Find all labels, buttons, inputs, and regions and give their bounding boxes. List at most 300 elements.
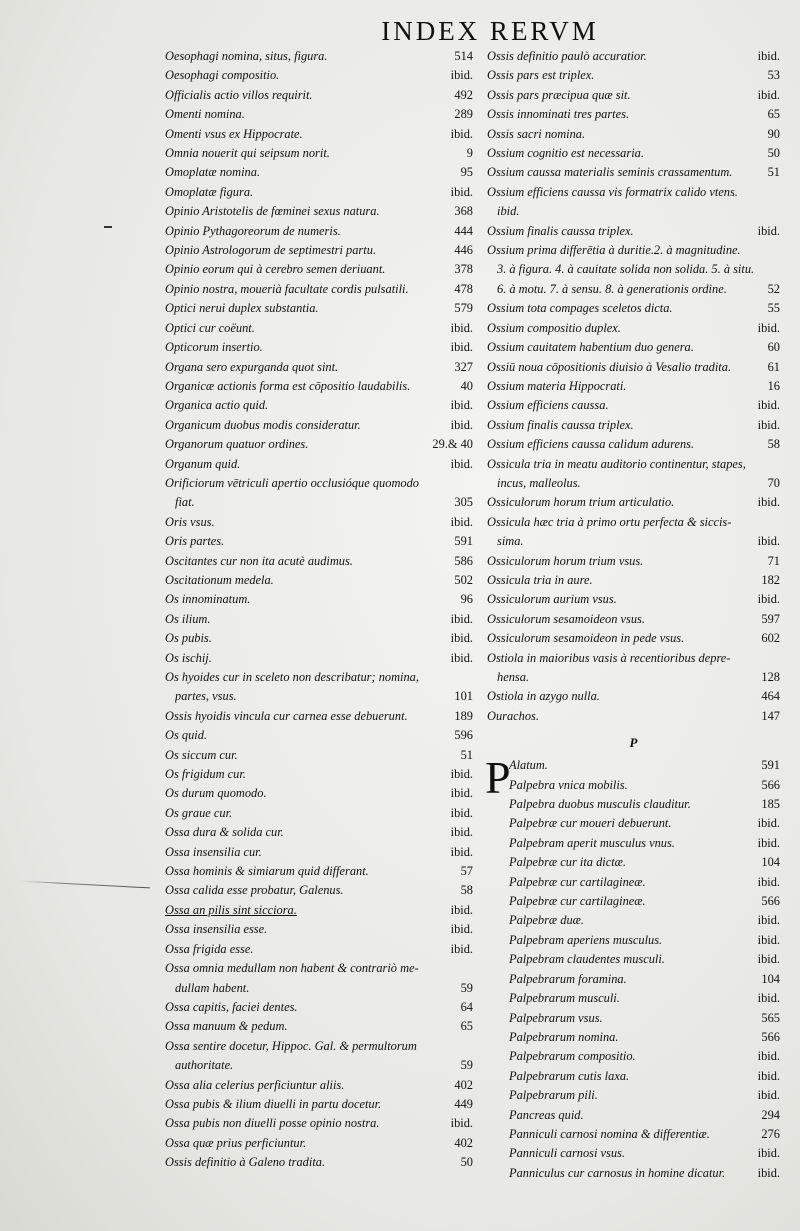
index-entry	[487, 1047, 780, 1066]
index-entry	[487, 1144, 780, 1163]
entry-text: Organum quid.	[165, 456, 241, 471]
index-entry	[165, 959, 473, 978]
entry-text: Oris vsus.	[165, 514, 215, 529]
entry-page-number: ibid.	[450, 611, 473, 626]
entry-page-number: 128	[761, 670, 780, 684]
entry-text: Palpebræ cur moueri debuerunt.	[509, 816, 672, 831]
entry-text: Palpebram claudentes musculi.	[509, 952, 665, 967]
entry-text: Ossiculorum sesamoideon in pede vsus.	[487, 631, 685, 646]
index-entry	[487, 571, 780, 590]
entry-page-number: 51	[767, 165, 780, 180]
entry-page-number: 90	[767, 126, 780, 141]
index-entry	[487, 86, 780, 105]
index-entry	[165, 416, 473, 435]
entry-page-number: ibid.	[757, 816, 780, 831]
index-entry	[165, 1037, 473, 1056]
entry-page-number: 591	[454, 534, 473, 549]
entry-page-number: ibid.	[757, 592, 780, 607]
page-header: INDEX RERVM	[381, 16, 599, 46]
entry-text: Panniculi carnosi nomina & differentiæ.	[509, 1126, 710, 1141]
entry-page-number: 53	[767, 68, 780, 83]
entry-text: Palpebrarum nomina.	[509, 1029, 619, 1044]
index-entry	[487, 814, 780, 833]
index-entry	[487, 950, 780, 969]
index-entry	[487, 474, 780, 493]
index-entry	[165, 1076, 473, 1095]
index-entry	[165, 105, 473, 124]
index-entry	[165, 668, 473, 687]
entry-page-number: 65	[460, 1019, 473, 1034]
entry-text: Os ilium.	[165, 611, 211, 626]
entry-page-number: ibid.	[757, 1049, 780, 1064]
entry-page-number: 104	[761, 855, 780, 870]
entry-text: Ossa insensilia cur.	[165, 844, 262, 859]
entry-text: Panniculi carnosi vsus.	[509, 1146, 625, 1161]
entry-text: Ossa omnia medullam non habent & contrariò me-	[165, 961, 419, 976]
index-entry	[165, 920, 473, 939]
entry-page-number: ibid.	[757, 398, 780, 413]
entry-page-number: ibid.	[757, 1165, 780, 1180]
index-entry	[487, 1164, 780, 1183]
entry-page-number: 402	[454, 1077, 473, 1092]
entry-page-number: 57	[460, 864, 473, 879]
entry-text: Ossium caussa materialis seminis crassamentum.	[487, 165, 733, 180]
entry-text: Oesophagi nomina, situs, figura.	[165, 49, 328, 63]
entry-page-number: ibid.	[757, 320, 780, 335]
entry-text: Ossa sentire docetur, Hippoc. Gal. & permultorum	[165, 1038, 417, 1053]
entry-text: Os innominatum.	[165, 592, 251, 607]
entry-text: Ossium efficiens caussa.	[487, 398, 609, 413]
index-entry	[487, 163, 780, 182]
index-entry	[487, 222, 780, 241]
entry-page-number: ibid.	[450, 825, 473, 840]
entry-text: Organica actio quid.	[165, 398, 269, 413]
index-entry	[487, 260, 780, 279]
index-entry	[487, 795, 780, 814]
entry-text: Os graue cur.	[165, 805, 233, 820]
entry-text: Palpebra vnica mobilis.	[509, 777, 628, 792]
index-entry	[487, 183, 780, 202]
entry-text: Opinio Pythagoreorum de numeris.	[165, 223, 341, 238]
entry-page-number: 96	[460, 592, 473, 607]
index-entry	[165, 746, 473, 765]
entry-text: Palpebrarum compositio.	[509, 1049, 636, 1064]
entry-page-number: ibid.	[757, 87, 780, 102]
entry-page-number: 61	[767, 359, 780, 374]
index-entry	[165, 707, 473, 726]
entry-page-number: 71	[767, 553, 780, 568]
entry-text: Palpebram aperit musculus vnus.	[509, 835, 675, 850]
index-entry	[487, 455, 780, 474]
entry-text: Ossa dura & solida cur.	[165, 825, 284, 840]
index-entry	[165, 1114, 473, 1133]
entry-text: Omoplatæ nomina.	[165, 165, 260, 180]
entry-text: Oesophagi compositio.	[165, 68, 280, 83]
index-entry	[487, 776, 780, 795]
entry-page-number: 50	[460, 1155, 473, 1170]
entry-page-number: ibid.	[450, 417, 473, 432]
entry-text: Ossium materia Hippocrati.	[487, 378, 627, 393]
entry-page-number: 289	[454, 107, 473, 122]
entry-text: Optici cur coëunt.	[165, 320, 255, 335]
index-entry	[487, 590, 780, 609]
entry-text: Ossis pars est triplex.	[487, 68, 595, 83]
index-entry	[165, 144, 473, 163]
entry-page-number: 444	[454, 223, 473, 238]
entry-text: Opinio nostra, mouerià facultate cordis pulsatili.	[165, 281, 409, 296]
index-entry	[487, 892, 780, 911]
index-entry	[165, 862, 473, 881]
index-entry	[165, 338, 473, 357]
index-entry	[165, 396, 473, 415]
entry-text: Palpebra duobus musculis clauditur.	[509, 797, 691, 812]
entry-text: dullam habent.	[175, 980, 250, 995]
entry-page-number: 446	[454, 243, 473, 258]
entry-text: Ossicula tria in aure.	[487, 572, 593, 587]
entry-page-number: 566	[761, 1029, 780, 1044]
entry-page-number: ibid.	[450, 514, 473, 529]
entry-text: Ossiculorum horum trium vsus.	[487, 553, 644, 568]
entry-page-number: 514	[454, 49, 473, 63]
entry-text: Palpebrarum pili.	[509, 1088, 598, 1103]
index-entry	[487, 241, 780, 260]
entry-page-number: 182	[761, 572, 780, 587]
entry-page-number: 104	[761, 971, 780, 986]
entry-text: Ossa hominis & simiarum quid differant.	[165, 864, 369, 879]
entry-text: Ossiū noua cōpositionis diuisio à Vesalio tradita.	[487, 359, 732, 374]
index-entry	[165, 163, 473, 182]
entry-page-number: 59	[460, 1058, 473, 1073]
index-entry	[487, 299, 780, 318]
entry-page-number: ibid.	[757, 223, 780, 238]
entry-text: Palpebræ duæ.	[509, 913, 585, 928]
index-entry	[487, 1125, 780, 1144]
entry-page-number: ibid.	[757, 1146, 780, 1161]
entry-page-number: 51	[460, 747, 473, 762]
entry-text: partes, vsus.	[175, 689, 237, 704]
entry-page-number: ibid.	[450, 398, 473, 413]
index-entry	[487, 756, 780, 775]
entry-text: Os durum quomodo.	[165, 786, 267, 801]
entry-text: Alatum.	[509, 758, 548, 773]
index-entry	[487, 610, 780, 629]
index-entry	[165, 183, 473, 202]
entry-text: Palpebrarum vsus.	[509, 1010, 603, 1025]
entry-text: Os pubis.	[165, 631, 212, 646]
right-index-column	[487, 47, 780, 1183]
index-entry	[165, 513, 473, 532]
entry-page-number: ibid.	[757, 874, 780, 889]
entry-page-number: 65	[767, 107, 780, 122]
entry-page-number: ibid.	[450, 126, 473, 141]
index-entry	[487, 911, 780, 930]
entry-page-number: 586	[454, 553, 473, 568]
entry-text: Ossa manuum & pedum.	[165, 1019, 288, 1034]
entry-text: Ossium cauitatem habentium duo genera.	[487, 340, 694, 355]
entry-text: Opinio Aristotelis de fœminei sexus natura.	[165, 204, 380, 219]
entry-text: Palpebræ cur cartilagineæ.	[509, 894, 646, 909]
entry-page-number: ibid.	[757, 495, 780, 510]
entry-text: Ossa insensilia esse.	[165, 922, 268, 937]
drop-cap: P	[485, 752, 511, 804]
index-entry	[487, 202, 780, 221]
entry-page-number: 58	[767, 437, 780, 452]
entry-text: Ossa quæ prius perficiuntur.	[165, 1135, 307, 1150]
index-entry	[165, 687, 473, 706]
index-entry	[487, 396, 780, 415]
index-entry	[165, 1056, 473, 1075]
o-entries	[487, 47, 780, 726]
index-entry	[165, 1153, 473, 1172]
entry-page-number: 378	[454, 262, 473, 277]
margin-pen-stroke	[20, 881, 150, 889]
index-entry	[165, 649, 473, 668]
index-entry	[165, 571, 473, 590]
entry-text: Palpebræ cur ita dictæ.	[509, 855, 627, 870]
entry-text: Ossium efficiens caussa calidum adurens.	[487, 437, 695, 452]
entry-page-number: ibid.	[450, 1116, 473, 1131]
index-entry	[165, 765, 473, 784]
margin-mark	[104, 226, 112, 228]
entry-text: Pancreas quid.	[509, 1107, 584, 1122]
entry-text: Ossis definitio à Galeno tradita.	[165, 1155, 326, 1170]
entry-text: Orificiorum vētriculi apertio occlusióque quomodo	[165, 475, 419, 490]
entry-page-number: ibid.	[450, 456, 473, 471]
entry-text: authoritate.	[175, 1058, 234, 1073]
p-entries	[485, 752, 780, 1183]
index-entry	[487, 416, 780, 435]
entry-text: Omenti vsus ex Hippocrate.	[165, 126, 303, 141]
entry-text: Opinio eorum qui à cerebro semen deriuant.	[165, 262, 386, 277]
entry-page-number: 502	[454, 572, 473, 587]
index-entry	[487, 629, 780, 648]
index-entry	[487, 513, 780, 532]
entry-text: Palpebrarum cutis laxa.	[509, 1068, 630, 1083]
entry-page-number: ibid.	[757, 952, 780, 967]
entry-page-number: ibid.	[450, 805, 473, 820]
index-entry	[165, 241, 473, 260]
entry-text: Palpebram aperiens musculus.	[509, 932, 663, 947]
entry-page-number: 566	[761, 777, 780, 792]
entry-text: Ossis sacri nomina.	[487, 126, 586, 141]
index-entry	[165, 532, 473, 551]
entry-text: Panniculus cur carnosus in homine dicatur.	[509, 1165, 726, 1180]
entry-page-number: 305	[454, 495, 473, 510]
entry-page-number: 602	[761, 631, 780, 646]
entry-page-number: ibid.	[757, 534, 780, 549]
entry-text: ibid.	[497, 204, 520, 219]
entry-text: Organorum quatuor ordines.	[165, 437, 309, 452]
entry-text: fiat.	[175, 495, 195, 510]
entry-text: Omoplatæ figura.	[165, 184, 254, 199]
entry-text: Palpebrarum musculi.	[509, 991, 620, 1006]
entry-page-number: ibid.	[757, 49, 780, 63]
entry-text: Ossis pars præcipua quæ sit.	[487, 87, 631, 102]
index-entry	[487, 144, 780, 163]
entry-page-number: 64	[460, 999, 473, 1014]
entry-page-number: 566	[761, 894, 780, 909]
entry-page-number: 16	[767, 378, 780, 393]
entry-text: Os frigidum cur.	[165, 767, 246, 782]
index-entry	[487, 552, 780, 571]
entry-text: Ossa alia celerius perficiuntur aliis.	[165, 1077, 345, 1092]
index-entry	[487, 853, 780, 872]
index-entry	[165, 804, 473, 823]
entry-page-number: 189	[454, 708, 473, 723]
entry-page-number: ibid.	[450, 767, 473, 782]
index-entry	[487, 687, 780, 706]
index-entry	[487, 1028, 780, 1047]
entry-text: Os siccum cur.	[165, 747, 238, 762]
entry-page-number: ibid.	[450, 650, 473, 665]
entry-page-number: 55	[767, 301, 780, 316]
entry-text: Ossicula tria in meatu auditorio continentur, stapes,	[487, 456, 746, 471]
left-index-column	[165, 47, 473, 1173]
entry-page-number: ibid.	[757, 1068, 780, 1083]
entry-text: Omenti nomina.	[165, 107, 245, 122]
entry-page-number: 58	[460, 883, 473, 898]
entry-text: Ossiculorum aurium vsus.	[487, 592, 617, 607]
index-entry	[487, 319, 780, 338]
entry-page-number: ibid.	[757, 913, 780, 928]
entry-page-number: 40	[460, 378, 473, 393]
index-entry	[487, 377, 780, 396]
entry-text: sima.	[497, 534, 524, 549]
entry-page-number: ibid.	[757, 835, 780, 850]
entry-text: Ostiola in maioribus vasis à recentioribus depre-	[487, 650, 731, 665]
entry-page-number: ibid.	[757, 932, 780, 947]
index-entry	[487, 47, 780, 66]
index-entry	[165, 299, 473, 318]
section-letter: P	[629, 735, 638, 751]
entry-text: Ossium cognitio est necessaria.	[487, 146, 644, 161]
index-entry	[165, 86, 473, 105]
index-entry	[165, 319, 473, 338]
index-entry	[165, 66, 473, 85]
entry-text: Ostiola in azygo nulla.	[487, 689, 600, 704]
entry-page-number: 478	[454, 281, 473, 296]
entry-text: Opinio Astrologorum de septimestri partu.	[165, 243, 376, 258]
index-entry	[165, 202, 473, 221]
entry-page-number: 597	[761, 611, 780, 626]
entry-page-number: ibid.	[450, 184, 473, 199]
entry-page-number: ibid.	[450, 902, 473, 917]
index-entry	[487, 873, 780, 892]
index-entry	[487, 358, 780, 377]
entry-text: incus, malleolus.	[497, 475, 581, 490]
p-section	[485, 752, 780, 1183]
index-entry	[165, 47, 473, 66]
entry-text: Organa sero expurganda quot sint.	[165, 359, 339, 374]
entry-text: Ossa capitis, faciei dentes.	[165, 999, 298, 1014]
entry-text: hensa.	[497, 670, 530, 684]
index-entry	[487, 493, 780, 512]
entry-text: Ossium tota compages sceletos dicta.	[487, 301, 673, 316]
index-entry	[487, 1086, 780, 1105]
index-entry	[165, 222, 473, 241]
entry-page-number: ibid.	[450, 631, 473, 646]
entry-text: Oris partes.	[165, 534, 225, 549]
entry-page-number: ibid.	[450, 68, 473, 83]
index-entry	[165, 474, 473, 493]
entry-text: Omnia nouerit qui seipsum norit.	[165, 146, 330, 161]
entry-text: Ossium finalis caussa triplex.	[487, 417, 634, 432]
entry-text: Os hyoides cur in sceleto non describatur; nomina,	[165, 670, 419, 684]
entry-page-number: 596	[454, 728, 473, 743]
entry-page-number: 492	[454, 87, 473, 102]
index-entry	[487, 338, 780, 357]
index-entry	[165, 901, 473, 920]
index-entry	[165, 629, 473, 648]
entry-page-number: 327	[454, 359, 473, 374]
index-entry	[487, 970, 780, 989]
entry-text: Ossa pubis & ilium diuelli in partu docetur.	[165, 1096, 382, 1111]
entry-page-number: 579	[454, 301, 473, 316]
entry-page-number: ibid.	[450, 941, 473, 956]
index-entry	[487, 931, 780, 950]
index-entry	[165, 455, 473, 474]
entry-page-number: 402	[454, 1135, 473, 1150]
index-entry	[165, 823, 473, 842]
index-entry	[165, 784, 473, 803]
index-entry	[487, 707, 780, 726]
index-entry	[165, 280, 473, 299]
index-entry	[487, 989, 780, 1008]
index-entry	[165, 843, 473, 862]
entry-text: Ourachos.	[487, 708, 539, 723]
index-entry	[165, 125, 473, 144]
entry-text: Organicæ actionis forma est cōpositio laudabilis.	[165, 378, 411, 393]
entry-text: 3. à figura. 4. à cauitate solida non solida. 5. à situ.	[497, 262, 755, 277]
entry-text: Ossis hyoidis vincula cur carnea esse debuerunt.	[165, 708, 408, 723]
entry-text: Ossium compositio duplex.	[487, 320, 621, 335]
entry-text: Ossa frigida esse.	[165, 941, 254, 956]
index-entry	[487, 435, 780, 454]
entry-text: Ossa pubis non diuelli posse opinio nostra.	[165, 1116, 380, 1131]
entry-text: Ossicula hæc tria à primo ortu perfecta & siccis-	[487, 514, 732, 529]
index-entry	[487, 532, 780, 551]
entry-text: Ossiculorum horum trium articulatio.	[487, 495, 675, 510]
entry-page-number: 276	[761, 1126, 780, 1141]
index-entry	[487, 649, 780, 668]
entry-text: Opticorum insertio.	[165, 340, 263, 355]
index-entry	[165, 1095, 473, 1114]
entry-page-number: ibid.	[450, 340, 473, 355]
index-entry	[487, 105, 780, 124]
index-entry	[487, 66, 780, 85]
index-entry	[165, 377, 473, 396]
entry-page-number: 185	[761, 797, 780, 812]
index-entry	[165, 590, 473, 609]
index-entry	[165, 435, 473, 454]
entry-page-number: 101	[454, 689, 473, 704]
entry-text: Ossium prima differētia à duritie.2. à magnitudine.	[487, 243, 741, 258]
index-entry	[165, 726, 473, 745]
index-entry	[487, 1009, 780, 1028]
entry-page-number: ibid.	[450, 786, 473, 801]
index-entry	[487, 125, 780, 144]
entry-text: Palpebrarum foramina.	[509, 971, 627, 986]
entry-page-number: ibid.	[450, 844, 473, 859]
entry-page-number: 50	[767, 146, 780, 161]
index-entry	[487, 280, 780, 299]
entry-page-number: ibid.	[757, 417, 780, 432]
entry-text: Ossiculorum sesamoideon vsus.	[487, 611, 645, 626]
entry-page-number: 70	[767, 475, 780, 490]
entry-page-number: 294	[761, 1107, 780, 1122]
index-entry	[487, 1067, 780, 1086]
entry-page-number: ibid.	[757, 991, 780, 1006]
